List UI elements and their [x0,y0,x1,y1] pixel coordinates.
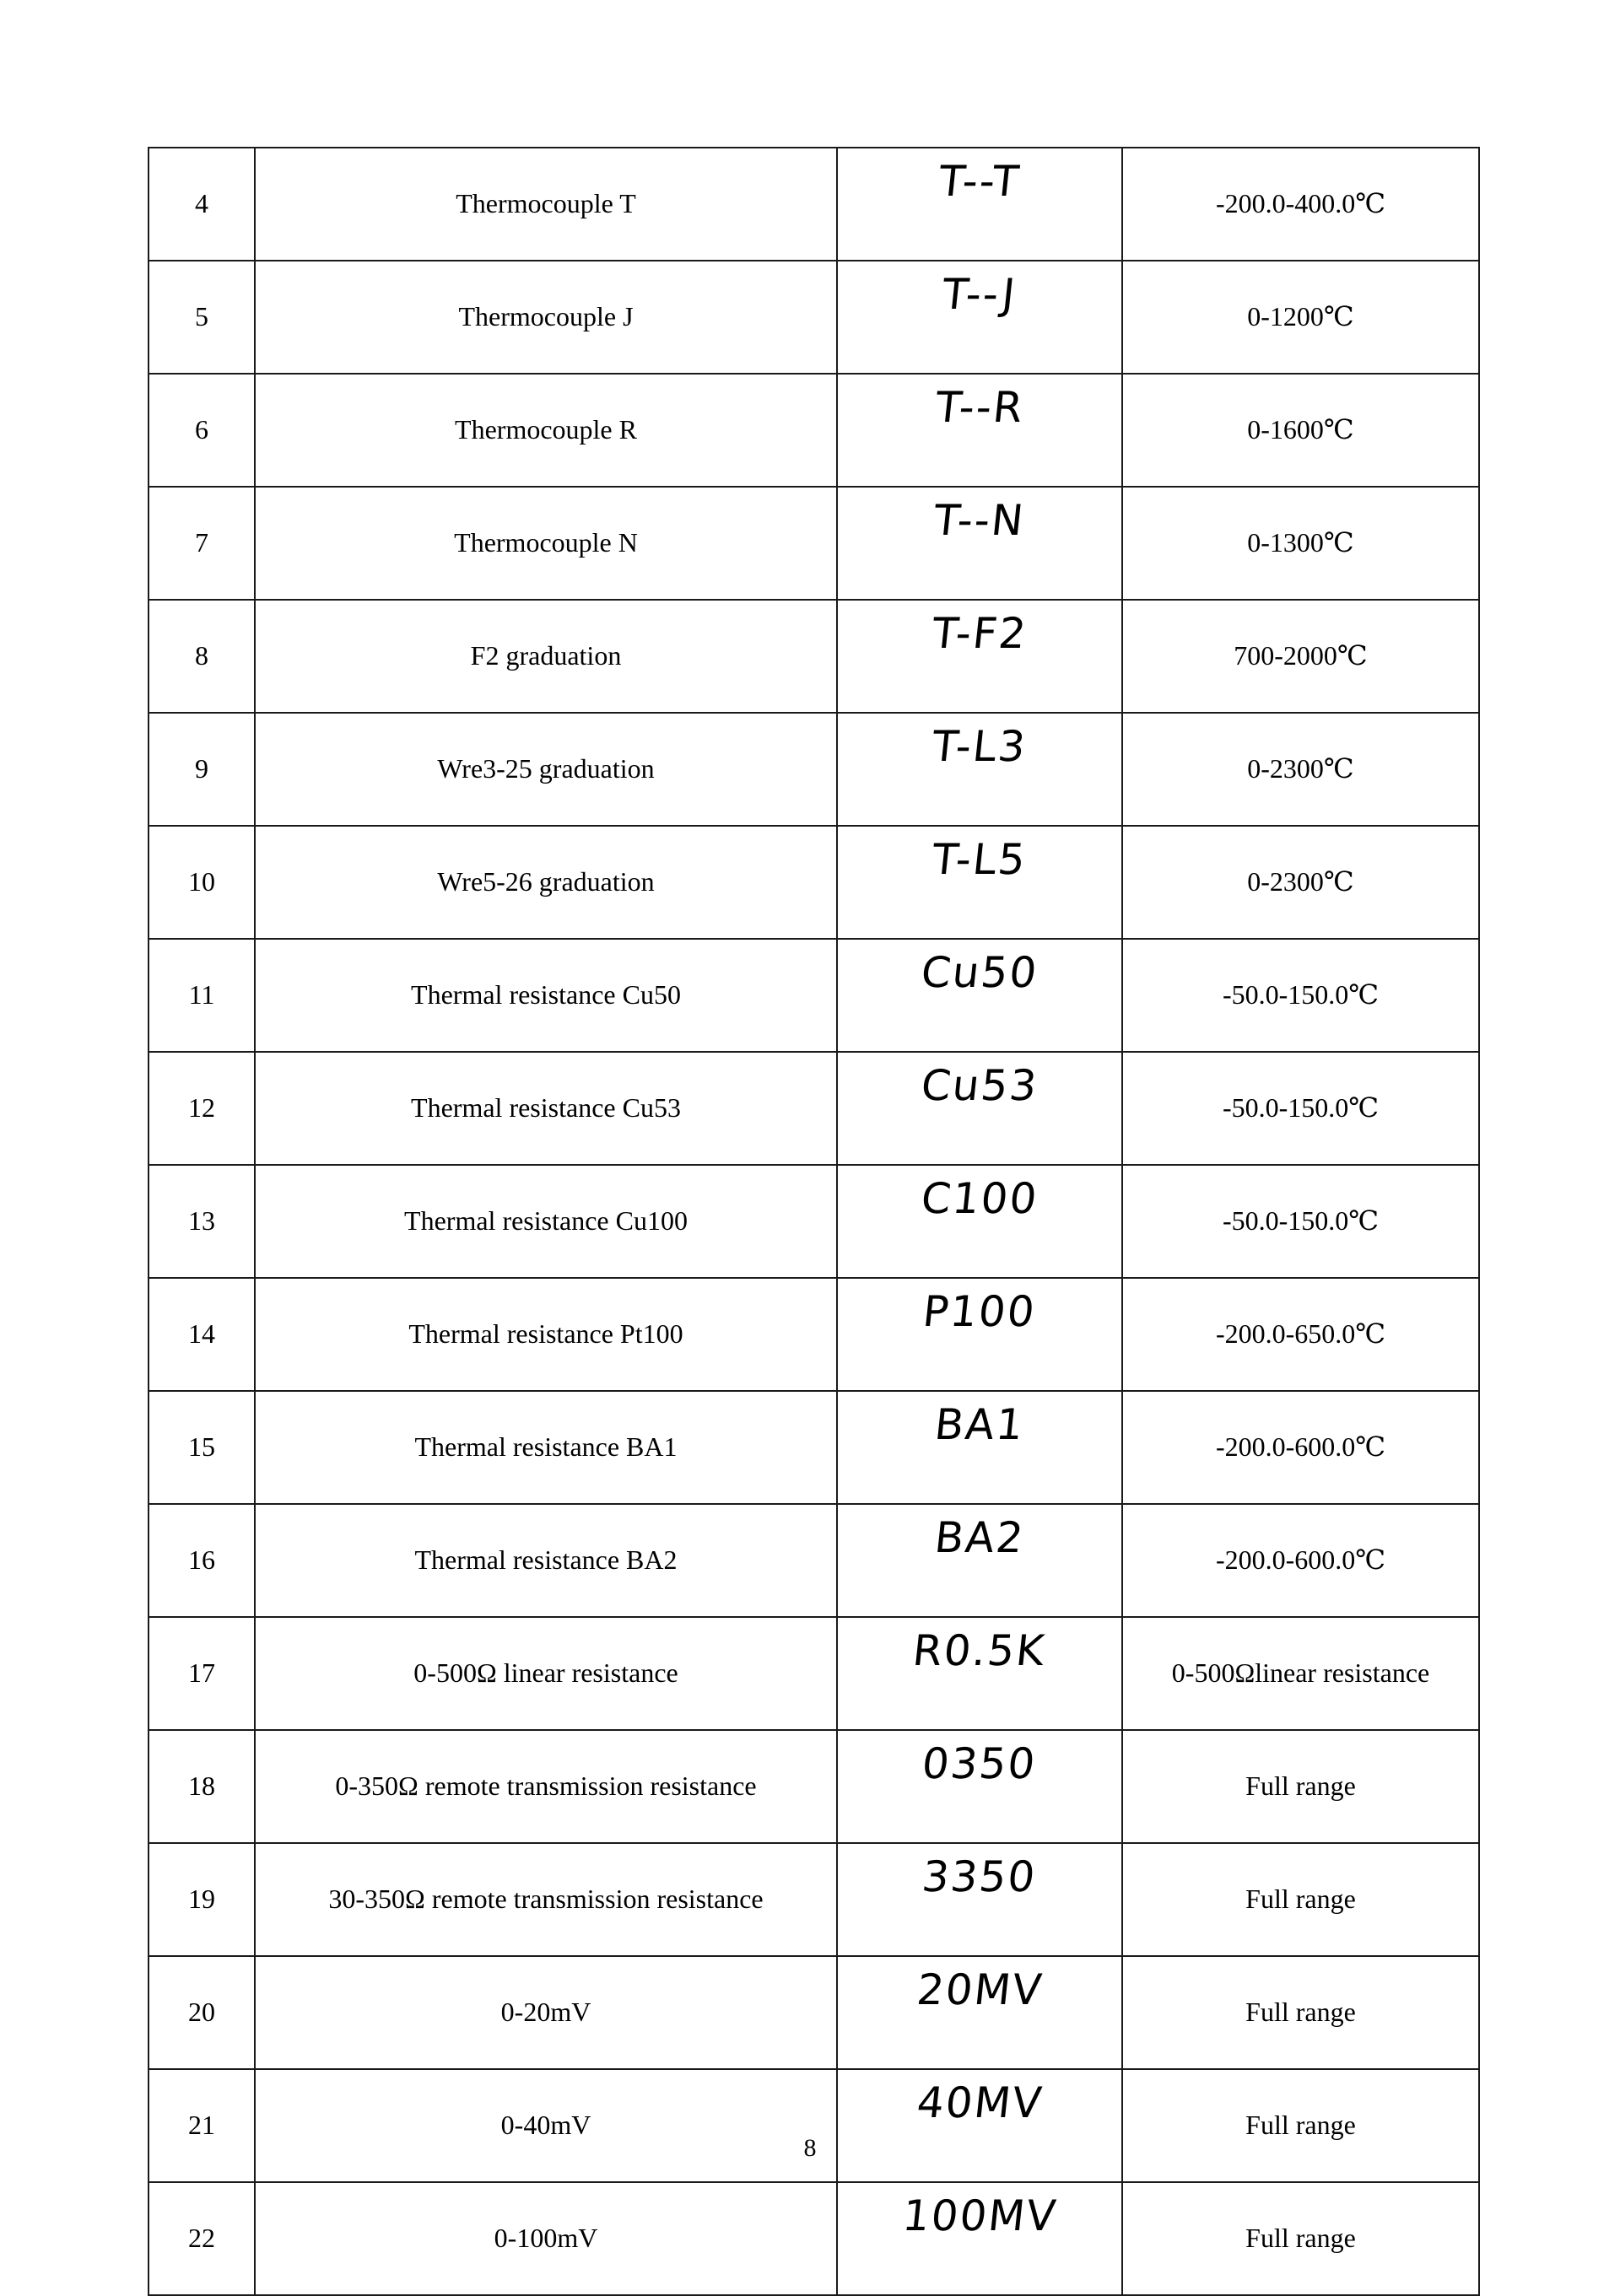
row-number-cell [148,1956,255,2069]
measuring-range-cell [1122,1730,1479,1843]
display-code: T--R [932,383,1027,432]
display-code: T--J [940,270,1019,319]
row-number-cell [148,1052,255,1165]
row-number: 8 [195,640,208,671]
measuring-range: 0-500Ωlinear resistance [1171,1657,1430,1689]
display-code: 100MV [899,2191,1060,2240]
row-number: 5 [195,301,208,332]
input-name: 0-100mV [494,2223,598,2254]
row-number-cell [148,2182,255,2295]
input-name-cell [255,600,837,713]
measuring-range: Full range [1245,1884,1356,1915]
row-number: 6 [195,414,208,445]
row-number-cell [148,939,255,1052]
input-name-cell [255,1504,837,1617]
row-number: 13 [188,1205,215,1237]
row-number: 20 [188,1997,215,2028]
input-name: 0-40mV [500,2110,591,2141]
row-number: 22 [188,2223,215,2254]
display-code-cell [837,1504,1122,1617]
table-row [148,1165,1479,1278]
display-code-cell [837,939,1122,1052]
row-number-cell [148,487,255,600]
input-name: Thermal resistance Cu50 [411,979,681,1011]
table-row [148,713,1479,826]
input-name: Thermocouple J [458,301,634,332]
table-row [148,1730,1479,1843]
table-body [148,148,1479,2295]
input-name-cell [255,939,837,1052]
measuring-range-cell [1122,713,1479,826]
measuring-range-cell [1122,487,1479,600]
input-name: 30-350Ω remote transmission resistance [328,1884,764,1915]
table-row [148,600,1479,713]
input-name: Wre3-25 graduation [437,753,655,784]
display-code: Cu50 [918,948,1041,997]
row-number: 4 [195,188,208,219]
row-number: 18 [188,1771,215,1802]
display-code: R0.5K [910,1626,1049,1675]
display-code-cell [837,1391,1122,1504]
display-code: 0350 [920,1739,1040,1788]
table-row [148,2182,1479,2295]
display-code-cell [837,1278,1122,1391]
row-number-cell [148,1165,255,1278]
row-number-cell [148,1391,255,1504]
input-name-cell [255,713,837,826]
row-number-cell [148,1730,255,1843]
table-row [148,148,1479,261]
input-name-cell [255,826,837,939]
measuring-range-cell [1122,600,1479,713]
table-row [148,1504,1479,1617]
input-name-cell [255,487,837,600]
measuring-range: Full range [1245,1997,1356,2028]
input-name: 0-20mV [500,1997,591,2028]
measuring-range: 0-2300℃ [1247,866,1354,897]
measuring-range: -50.0-150.0℃ [1222,1092,1380,1124]
input-name-cell [255,1278,837,1391]
measuring-range: -50.0-150.0℃ [1222,1205,1380,1237]
row-number: 7 [195,527,208,558]
row-number: 9 [195,753,208,784]
display-code-cell [837,1956,1122,2069]
row-number-cell [148,1617,255,1730]
input-name: F2 graduation [470,640,622,671]
input-name-cell [255,1843,837,1956]
input-name-cell [255,1730,837,1843]
measuring-range: -200.0-650.0℃ [1215,1318,1386,1350]
input-name-cell [255,148,837,261]
row-number-cell [148,261,255,374]
input-type-table [148,147,1480,2296]
row-number: 16 [188,1544,215,1576]
display-code-cell [837,148,1122,261]
measuring-range: -200.0-600.0℃ [1215,1544,1386,1576]
display-code-cell [837,1617,1122,1730]
measuring-range-cell [1122,148,1479,261]
input-name: 0-350Ω remote transmission resistance [335,1771,757,1802]
display-code: T-L5 [930,835,1029,884]
measuring-range: 0-1600℃ [1247,414,1354,445]
display-code: C100 [918,1174,1041,1223]
measuring-range-cell [1122,1843,1479,1956]
measuring-range: 700-2000℃ [1234,640,1368,671]
display-code: T-F2 [929,609,1030,658]
display-code-cell [837,374,1122,487]
display-code-cell [837,600,1122,713]
display-code-cell [837,2182,1122,2295]
input-name: Wre5-26 graduation [437,866,655,897]
input-name: Thermocouple T [456,188,636,219]
display-code-cell [837,261,1122,374]
measuring-range: 0-1300℃ [1247,527,1354,558]
display-code-cell [837,1730,1122,1843]
input-name-cell [255,1617,837,1730]
row-number-cell [148,1504,255,1617]
display-code: Cu53 [918,1061,1041,1110]
row-number: 10 [188,866,215,897]
display-code: T-L3 [930,722,1029,771]
display-code: 20MV [914,1965,1045,2014]
display-code-cell [837,1165,1122,1278]
row-number: 21 [188,2110,215,2141]
table-row [148,1052,1479,1165]
measuring-range-cell [1122,374,1479,487]
display-code: BA2 [932,1513,1028,1562]
table-row [148,1391,1479,1504]
measuring-range-cell [1122,2069,1479,2182]
measuring-range-cell [1122,1504,1479,1617]
table-row [148,939,1479,1052]
display-code-cell [837,1052,1122,1165]
row-number-cell [148,1843,255,1956]
display-code-cell [837,2069,1122,2182]
measuring-range: -200.0-600.0℃ [1215,1431,1386,1463]
measuring-range: Full range [1245,2110,1356,2141]
display-code: 40MV [914,2078,1045,2127]
measuring-range: Full range [1245,2223,1356,2254]
display-code-cell [837,713,1122,826]
input-name: Thermal resistance Cu100 [404,1205,688,1237]
input-name: 0-500Ω linear resistance [413,1657,678,1689]
table-row [148,374,1479,487]
measuring-range-cell [1122,1617,1479,1730]
row-number: 17 [188,1657,215,1689]
table-row [148,1956,1479,2069]
input-name: Thermocouple R [455,414,637,445]
measuring-range: -200.0-400.0℃ [1215,188,1386,219]
display-code: 3350 [920,1852,1040,1901]
display-code: P100 [921,1287,1039,1336]
measuring-range: -50.0-150.0℃ [1222,979,1380,1011]
measuring-range-cell [1122,1165,1479,1278]
row-number: 19 [188,1884,215,1915]
row-number-cell [148,374,255,487]
table-row [148,1843,1479,1956]
row-number: 15 [188,1431,215,1463]
display-code: BA1 [932,1400,1028,1449]
input-name: Thermal resistance Pt100 [408,1318,683,1350]
input-name-cell [255,2182,837,2295]
measuring-range-cell [1122,261,1479,374]
measuring-range-cell [1122,826,1479,939]
row-number-cell [148,2069,255,2182]
input-name: Thermocouple N [454,527,638,558]
measuring-range-cell [1122,1391,1479,1504]
display-code: T--T [936,157,1023,206]
measuring-range: 0-1200℃ [1247,301,1354,332]
input-name: Thermal resistance Cu53 [411,1092,681,1124]
display-code-cell [837,487,1122,600]
row-number-cell [148,148,255,261]
table-row [148,1617,1479,1730]
input-name-cell [255,1165,837,1278]
measuring-range: Full range [1245,1771,1356,1802]
measuring-range-cell [1122,939,1479,1052]
row-number: 11 [188,979,215,1011]
display-code: T--N [932,496,1028,545]
input-name-cell [255,1052,837,1165]
page-number: 8 [803,2134,817,2162]
table-row [148,487,1479,600]
table-row [148,1278,1479,1391]
input-name-cell [255,2069,837,2182]
measuring-range-cell [1122,2182,1479,2295]
table-row [148,2069,1479,2182]
input-name-cell [255,261,837,374]
measuring-range-cell [1122,1278,1479,1391]
input-name-cell [255,374,837,487]
display-code-cell [837,1843,1122,1956]
row-number: 12 [188,1092,215,1124]
input-name-cell [255,1956,837,2069]
row-number: 14 [188,1318,215,1350]
table-row [148,261,1479,374]
row-number-cell [148,713,255,826]
table-row [148,826,1479,939]
row-number-cell [148,600,255,713]
measuring-range-cell [1122,1956,1479,2069]
measuring-range-cell [1122,1052,1479,1165]
row-number-cell [148,1278,255,1391]
display-code-cell [837,826,1122,939]
measuring-range: 0-2300℃ [1247,753,1354,784]
input-name: Thermal resistance BA2 [414,1544,678,1576]
row-number-cell [148,826,255,939]
input-name: Thermal resistance BA1 [414,1431,678,1463]
input-name-cell [255,1391,837,1504]
